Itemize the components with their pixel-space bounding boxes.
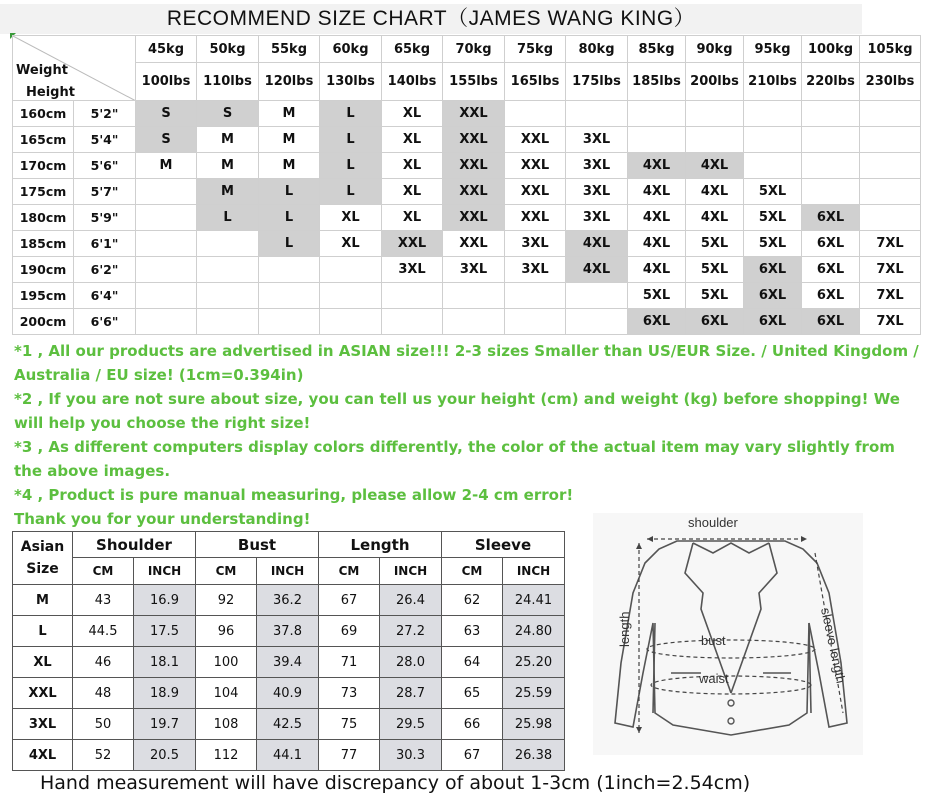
size-chart-table	[12, 35, 921, 335]
inch-value: 26.38	[503, 740, 565, 771]
size-cell: 4XL	[686, 205, 744, 231]
size-cell: 3XL	[566, 205, 628, 231]
size-cell	[197, 309, 259, 335]
size-cell	[382, 283, 443, 309]
size-cell: XXL	[505, 127, 566, 153]
size-cell	[320, 283, 382, 309]
size-cell	[566, 101, 628, 127]
size-cell: M	[259, 127, 320, 153]
weight-lbs-header: 200lbs	[686, 63, 744, 101]
size-cell	[860, 179, 921, 205]
weight-lbs-header: 210lbs	[744, 63, 802, 101]
size-cell: XXL	[505, 179, 566, 205]
size-cell	[136, 257, 197, 283]
inch-value: 24.41	[503, 585, 565, 616]
weight-kg-header: 45kg	[136, 36, 197, 63]
height-ft-cell: 5'4"	[74, 127, 136, 153]
inch-value: 18.9	[134, 678, 196, 709]
cm-value: 75	[319, 709, 380, 740]
unit-header: INCH	[257, 558, 319, 585]
height-ft-cell: 6'6"	[74, 309, 136, 335]
size-cell	[136, 205, 197, 231]
measurement-row	[13, 740, 565, 771]
size-chart-row	[13, 309, 921, 335]
height-ft-cell: 6'2"	[74, 257, 136, 283]
size-cell: 6XL	[802, 205, 860, 231]
inch-value: 18.1	[134, 647, 196, 678]
cm-value: 100	[196, 647, 257, 678]
size-cell: XL	[382, 153, 443, 179]
inch-value: 25.59	[503, 678, 565, 709]
size-cell: L	[320, 101, 382, 127]
cm-value: 77	[319, 740, 380, 771]
cm-value: 44.5	[73, 616, 134, 647]
weight-kg-header: 105kg	[860, 36, 921, 63]
size-cell: 4XL	[628, 205, 686, 231]
size-label: 3XL	[13, 709, 73, 740]
weight-lbs-header: 230lbs	[860, 63, 921, 101]
size-cell: XL	[320, 231, 382, 257]
size-cell: 6XL	[802, 231, 860, 257]
weight-kg-header: 85kg	[628, 36, 686, 63]
size-cell: XXL	[443, 127, 505, 153]
size-cell: 3XL	[566, 179, 628, 205]
size-cell: 7XL	[860, 309, 921, 335]
weight-lbs-header: 130lbs	[320, 63, 382, 101]
cm-value: 69	[319, 616, 380, 647]
weight-kg-header: 75kg	[505, 36, 566, 63]
measurement-row	[13, 585, 565, 616]
inch-value: 29.5	[380, 709, 442, 740]
size-cell: 5XL	[686, 257, 744, 283]
size-cell	[860, 127, 921, 153]
note-3: *3 , As different computers display colors differently, the color of the actual item may vary slightly from the above images.	[14, 438, 895, 480]
size-cell: 6XL	[802, 309, 860, 335]
size-label: 4XL	[13, 740, 73, 771]
size-label: M	[13, 585, 73, 616]
inch-value: 28.7	[380, 678, 442, 709]
measurement-row	[13, 616, 565, 647]
cm-value: 43	[73, 585, 134, 616]
weight-height-corner	[13, 36, 136, 101]
cm-value: 64	[442, 647, 503, 678]
size-cell	[686, 101, 744, 127]
size-cell	[505, 283, 566, 309]
size-chart-row	[13, 179, 921, 205]
height-cm-cell: 170cm	[13, 153, 74, 179]
cm-value: 50	[73, 709, 134, 740]
measurement-row	[13, 709, 565, 740]
cm-value: 92	[196, 585, 257, 616]
size-cell	[628, 101, 686, 127]
weight-lbs-header: 175lbs	[566, 63, 628, 101]
size-cell	[197, 283, 259, 309]
group-header: Length	[319, 532, 442, 558]
size-cell	[802, 179, 860, 205]
length-label: length	[617, 611, 632, 647]
cm-value: 112	[196, 740, 257, 771]
inch-value: 36.2	[257, 585, 319, 616]
size-cell: XL	[382, 205, 443, 231]
size-cell: L	[259, 179, 320, 205]
size-cell: 3XL	[382, 257, 443, 283]
weight-kg-header: 80kg	[566, 36, 628, 63]
unit-header: INCH	[503, 558, 565, 585]
size-cell	[802, 153, 860, 179]
height-ft-cell: 5'9"	[74, 205, 136, 231]
size-cell: L	[320, 127, 382, 153]
jacket-illustration	[593, 513, 863, 755]
cm-value: 96	[196, 616, 257, 647]
size-chart-row	[13, 257, 921, 283]
measurement-row	[13, 647, 565, 678]
group-header: Shoulder	[73, 532, 196, 558]
size-label: L	[13, 616, 73, 647]
size-cell	[197, 231, 259, 257]
size-cell: XXL	[382, 231, 443, 257]
size-cell: 7XL	[860, 257, 921, 283]
size-cell: 5XL	[744, 205, 802, 231]
inch-value: 17.5	[134, 616, 196, 647]
cm-value: 63	[442, 616, 503, 647]
size-cell: M	[259, 101, 320, 127]
size-label: XL	[13, 647, 73, 678]
size-chart-row	[13, 101, 921, 127]
size-cell: 6XL	[744, 283, 802, 309]
cm-value: 71	[319, 647, 380, 678]
note-2: *2 , If you are not sure about size, you can tell us your height (cm) and weight (kg) before shopping! We will help you choose the right size!	[14, 390, 900, 432]
weight-lbs-header: 185lbs	[628, 63, 686, 101]
weight-kg-header: 70kg	[443, 36, 505, 63]
weight-label: Weight	[16, 63, 68, 78]
size-cell: M	[136, 153, 197, 179]
size-cell: 7XL	[860, 231, 921, 257]
size-cell: XL	[382, 179, 443, 205]
cm-value: 52	[73, 740, 134, 771]
size-cell	[443, 309, 505, 335]
size-cell: L	[320, 179, 382, 205]
inch-value: 37.8	[257, 616, 319, 647]
size-cell	[443, 283, 505, 309]
size-cell: M	[197, 179, 259, 205]
weight-kg-header: 50kg	[197, 36, 259, 63]
size-cell	[259, 309, 320, 335]
inch-value: 28.0	[380, 647, 442, 678]
sleeve-length-label: sleeve length	[818, 606, 849, 685]
size-cell: L	[259, 231, 320, 257]
size-cell	[744, 127, 802, 153]
size-cell: M	[259, 153, 320, 179]
size-cell: 6XL	[744, 257, 802, 283]
size-cell: S	[136, 127, 197, 153]
height-cm-cell: 180cm	[13, 205, 74, 231]
inch-value: 27.2	[380, 616, 442, 647]
size-cell: 5XL	[744, 231, 802, 257]
inch-value: 25.20	[503, 647, 565, 678]
inch-value: 24.80	[503, 616, 565, 647]
inch-value: 44.1	[257, 740, 319, 771]
chart-title: RECOMMEND SIZE CHART（JAMES WANG KING）	[0, 4, 862, 34]
size-cell	[744, 153, 802, 179]
inch-value: 25.98	[503, 709, 565, 740]
size-cell	[382, 309, 443, 335]
size-cell	[505, 309, 566, 335]
size-cell	[802, 101, 860, 127]
size-cell: XXL	[443, 205, 505, 231]
inch-value: 20.5	[134, 740, 196, 771]
size-cell: 6XL	[802, 257, 860, 283]
height-cm-cell: 175cm	[13, 179, 74, 205]
note-1: *1 , All our products are advertised in ASIAN size!!! 2-3 sizes Smaller than US/EUR Size. / United Kingdom / Australia / EU size! (1cm=0.394in)	[14, 342, 919, 384]
size-cell: 4XL	[628, 153, 686, 179]
cm-value: 108	[196, 709, 257, 740]
weight-kg-header: 100kg	[802, 36, 860, 63]
weight-lbs-header: 120lbs	[259, 63, 320, 101]
inch-value: 39.4	[257, 647, 319, 678]
weight-kg-header: 95kg	[744, 36, 802, 63]
size-cell: XL	[382, 101, 443, 127]
inch-value: 16.9	[134, 585, 196, 616]
unit-header: INCH	[380, 558, 442, 585]
height-cm-cell: 165cm	[13, 127, 74, 153]
size-cell: 6XL	[686, 309, 744, 335]
height-cm-cell: 185cm	[13, 231, 74, 257]
size-cell: XXL	[443, 179, 505, 205]
height-ft-cell: 5'2"	[74, 101, 136, 127]
size-chart-row	[13, 153, 921, 179]
size-cell	[802, 127, 860, 153]
size-cell: XXL	[505, 205, 566, 231]
note-thanks: Thank you for your understanding!	[14, 510, 311, 528]
cm-value: 46	[73, 647, 134, 678]
notes-block	[14, 339, 919, 531]
size-cell: 4XL	[686, 179, 744, 205]
size-cell: 4XL	[628, 257, 686, 283]
size-cell: M	[197, 127, 259, 153]
size-cell	[259, 283, 320, 309]
cm-value: 73	[319, 678, 380, 709]
size-chart-row	[13, 205, 921, 231]
height-ft-cell: 6'1"	[74, 231, 136, 257]
size-cell: XXL	[443, 153, 505, 179]
size-cell: 3XL	[443, 257, 505, 283]
size-cell: 5XL	[744, 179, 802, 205]
inch-value: 42.5	[257, 709, 319, 740]
size-cell: XL	[320, 205, 382, 231]
size-cell	[860, 205, 921, 231]
size-cell: XXL	[505, 153, 566, 179]
size-cell: 3XL	[566, 153, 628, 179]
height-cm-cell: 190cm	[13, 257, 74, 283]
size-cell	[320, 257, 382, 283]
inch-value: 19.7	[134, 709, 196, 740]
size-label: XXL	[13, 678, 73, 709]
size-cell: M	[197, 153, 259, 179]
size-cell: 3XL	[505, 257, 566, 283]
size-cell	[628, 127, 686, 153]
size-cell: 4XL	[628, 179, 686, 205]
measurement-table	[12, 531, 565, 771]
weight-kg-header: 65kg	[382, 36, 443, 63]
height-ft-cell: 5'6"	[74, 153, 136, 179]
size-cell: 6XL	[802, 283, 860, 309]
unit-header: CM	[73, 558, 134, 585]
size-chart-row	[13, 127, 921, 153]
size-cell: 3XL	[566, 127, 628, 153]
group-header: Sleeve	[442, 532, 565, 558]
size-cell	[566, 309, 628, 335]
unit-header: CM	[196, 558, 257, 585]
size-cell	[259, 257, 320, 283]
size-cell	[136, 179, 197, 205]
size-cell	[197, 257, 259, 283]
size-cell: 4XL	[628, 231, 686, 257]
size-cell	[686, 127, 744, 153]
unit-header: CM	[319, 558, 380, 585]
size-cell: XL	[382, 127, 443, 153]
size-cell: 4XL	[686, 153, 744, 179]
size-cell: XXL	[443, 231, 505, 257]
size-cell: S	[197, 101, 259, 127]
height-ft-cell: 6'4"	[74, 283, 136, 309]
weight-lbs-header: 155lbs	[443, 63, 505, 101]
footer-note: Hand measurement will have discrepancy of about 1-3cm (1inch=2.54cm)	[40, 772, 751, 794]
cm-value: 67	[319, 585, 380, 616]
size-cell	[505, 101, 566, 127]
size-cell: L	[320, 153, 382, 179]
height-cm-cell: 195cm	[13, 283, 74, 309]
size-cell	[136, 283, 197, 309]
size-cell: XXL	[443, 101, 505, 127]
asian-size-header: Asian Size	[13, 532, 73, 585]
cm-value: 62	[442, 585, 503, 616]
size-cell: 4XL	[566, 231, 628, 257]
height-label: Height	[26, 85, 75, 100]
shoulder-label: shoulder	[688, 515, 738, 530]
size-cell: 3XL	[505, 231, 566, 257]
size-chart-row	[13, 283, 921, 309]
size-cell	[744, 101, 802, 127]
weight-lbs-header: 165lbs	[505, 63, 566, 101]
note-4: *4 , Product is pure manual measuring, please allow 2-4 cm error!	[14, 486, 574, 504]
measurement-row	[13, 678, 565, 709]
waist-label: waist	[699, 671, 729, 686]
size-cell	[860, 153, 921, 179]
weight-lbs-header: 220lbs	[802, 63, 860, 101]
cm-value: 67	[442, 740, 503, 771]
size-cell	[136, 309, 197, 335]
size-cell: L	[197, 205, 259, 231]
size-cell	[860, 101, 921, 127]
cm-value: 65	[442, 678, 503, 709]
size-chart-row	[13, 231, 921, 257]
height-cm-cell: 160cm	[13, 101, 74, 127]
size-cell: 5XL	[628, 283, 686, 309]
inch-value: 40.9	[257, 678, 319, 709]
jacket-diagram	[593, 513, 863, 755]
weight-kg-header: 90kg	[686, 36, 744, 63]
weight-lbs-header: 110lbs	[197, 63, 259, 101]
weight-lbs-header: 100lbs	[136, 63, 197, 101]
cm-value: 104	[196, 678, 257, 709]
unit-header: INCH	[134, 558, 196, 585]
group-header: Bust	[196, 532, 319, 558]
cm-value: 48	[73, 678, 134, 709]
size-cell: 5XL	[686, 231, 744, 257]
size-cell: 5XL	[686, 283, 744, 309]
weight-lbs-header: 140lbs	[382, 63, 443, 101]
size-cell: 6XL	[628, 309, 686, 335]
size-cell: L	[259, 205, 320, 231]
inch-value: 30.3	[380, 740, 442, 771]
size-cell: 7XL	[860, 283, 921, 309]
size-cell: 4XL	[566, 257, 628, 283]
size-cell: 6XL	[744, 309, 802, 335]
height-cm-cell: 200cm	[13, 309, 74, 335]
weight-kg-header: 55kg	[259, 36, 320, 63]
size-cell	[566, 283, 628, 309]
size-cell	[320, 309, 382, 335]
inch-value: 26.4	[380, 585, 442, 616]
size-cell: S	[136, 101, 197, 127]
bust-label: bust	[701, 633, 726, 648]
size-cell	[136, 231, 197, 257]
unit-header: CM	[442, 558, 503, 585]
cm-value: 66	[442, 709, 503, 740]
weight-kg-header: 60kg	[320, 36, 382, 63]
height-ft-cell: 5'7"	[74, 179, 136, 205]
